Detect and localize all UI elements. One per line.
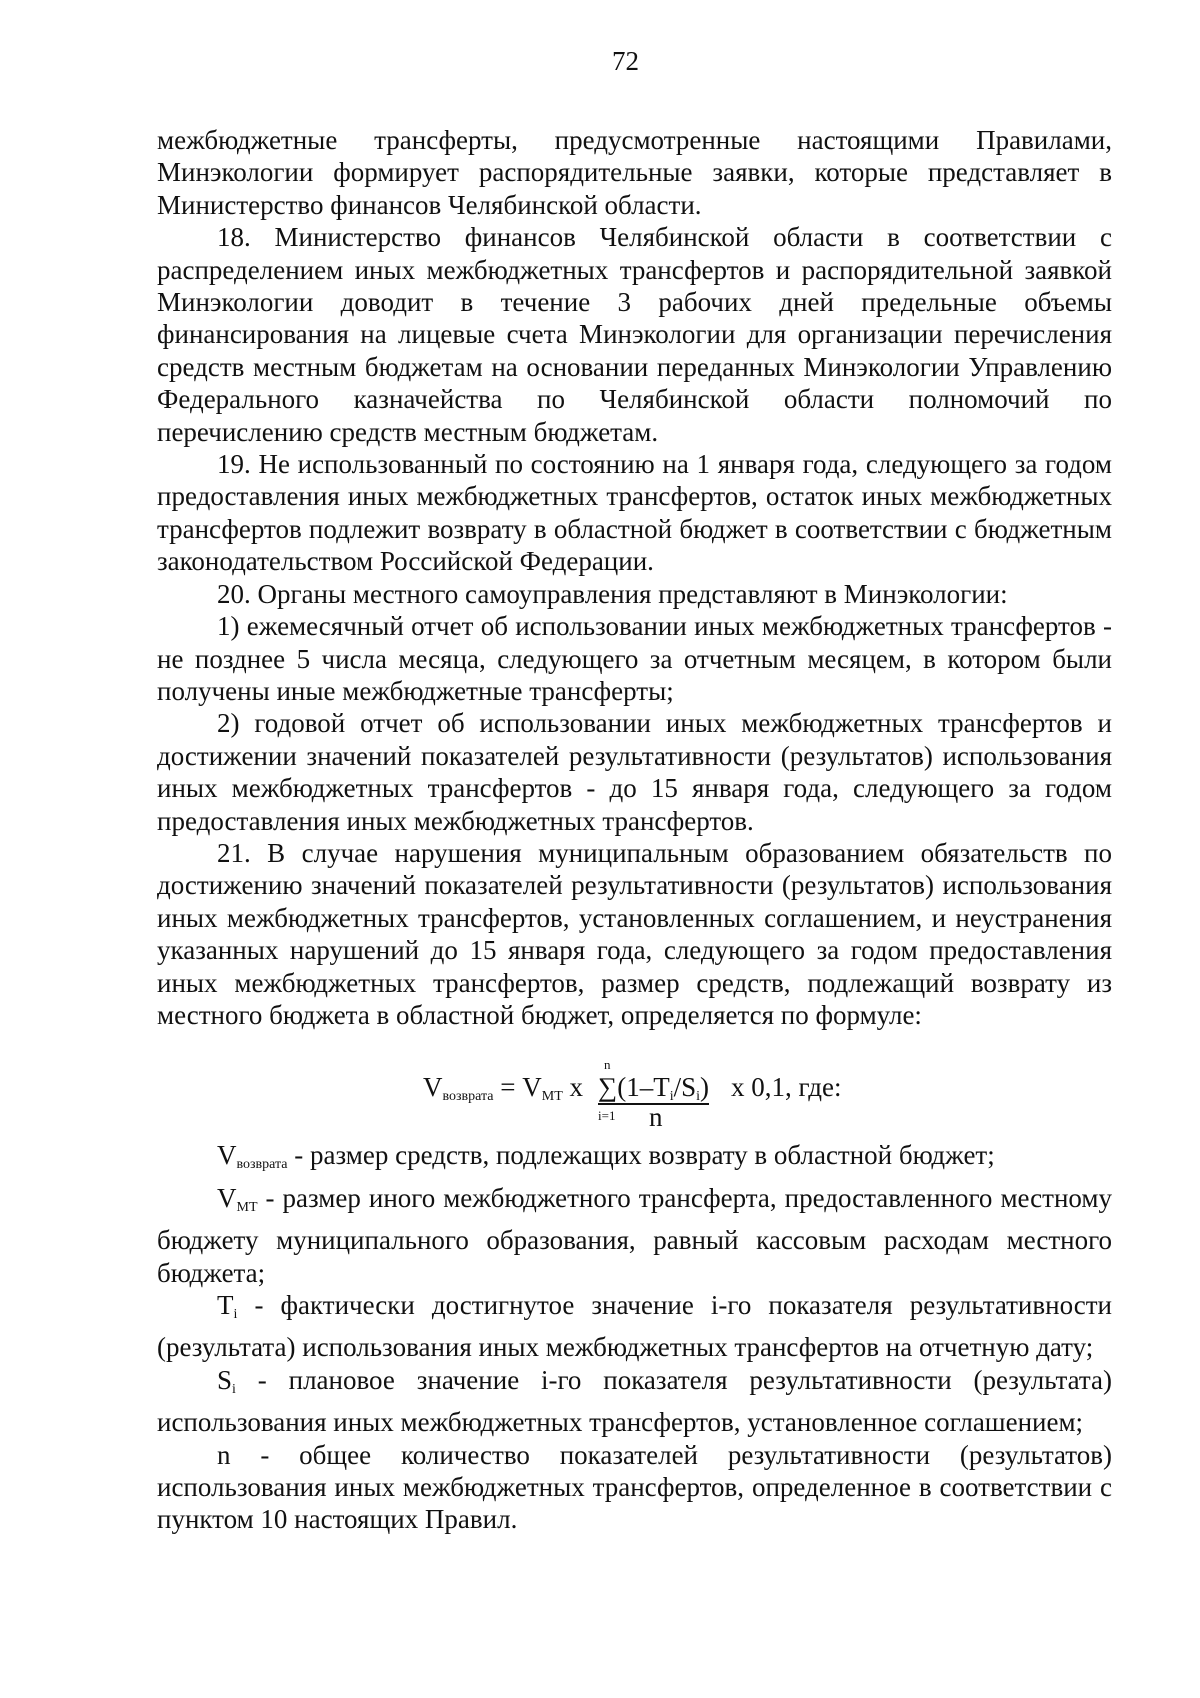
formula-sum-upper-limit: n [604,1057,611,1073]
document-body [157,124,1112,1536]
def-subscript-v-mt: МТ [236,1199,258,1215]
formula-times: x [562,1072,583,1103]
def-subscript-ti: i [233,1307,238,1322]
def-text-v-vozvrata: - размер средств, подлежащих возврату в областной бюджет; [287,1140,995,1171]
formula-close-paren: ) [700,1072,710,1103]
paragraph-20-item-1: 1) ежемесячный отчет об использовании иных межбюджетных трансфертов - не позднее 5 числа месяца, следующего за отчетным месяцем, в котором были получены иные межбюджетные трансферты; [157,611,1112,706]
paragraph-continuation: межбюджетные трансферты, предусмотренные настоящими Правилами, Минэкологии формирует распорядительные заявки, которые представляет в Министерство финансов Челябинской области. [157,125,1112,220]
def-symbol-v-vozvrata: V [217,1140,237,1171]
def-symbol-si: S [217,1364,233,1395]
paragraph-20: 20. Органы местного самоуправления представляют в Минэкологии: [217,578,1008,609]
paragraph-19: 19. Не использованный по состоянию на 1 января года, следующего за годом предоставления иных межбюджетных трансфертов, остаток иных межбюджетных трансфертов подлежит возврату в областной бюджет в соответствии с бюджетным законодательством Российской Федерации. [157,449,1112,577]
def-symbol-ti: T [217,1290,234,1320]
paragraph-18: 18. Министерство финансов Челябинской области в соответствии с распределением иных межбюджетных трансфертов и распорядительной заявкой Минэкологии доводит в течение 3 рабочих дней предельные объемы финансирования на лицевые счета Минэкологии для организации перечисления средств местным бюджетам на основании переданных Минэкологии Управлению Федерального казначейства по Челябинской области полномочий по перечислению средств местным бюджетам. [157,222,1112,447]
formula-slash: /S [673,1072,697,1103]
return-formula [157,1043,1112,1133]
formula-denominator: n [649,1102,663,1133]
formula-sum-expression: ∑(1–T [598,1072,670,1103]
def-text-ti: - фактически достигнутое значение i-го показателя результативности (результата) использования иных межбюджетных трансфертов на отчетную дату; [157,1290,1112,1363]
formula-lhs-symbol: V [423,1072,443,1103]
def-text-n: - общее количество показателей результативности (результатов) использования иных межбюджетных трансфертов, определенное в соответствии с пунктом 10 настоящих Правил. [157,1439,1112,1535]
formula-vmt-symbol: V [522,1072,542,1103]
formula-ti-subscript: i [669,1089,674,1105]
formula-vmt-subscript: МТ [541,1089,563,1105]
def-symbol-v-mt: V [217,1182,237,1213]
formula-tail: x 0,1, где: [731,1072,842,1103]
formula-equals: = [493,1072,523,1103]
def-symbol-n: n [217,1439,231,1470]
paragraph-21: 21. В случае нарушения муниципальным образованием обязательств по достижению значений показателей результативности (результатов) использования иных межбюджетных трансфертов, установленных соглашением, и неустранения указанных нарушений до 15 января года, следующего за годом предоставления иных межбюджетных трансфертов, размер средств, подлежащий возврату из местного бюджета в областной бюджет, определяется по формуле: [157,837,1112,1030]
definition-si [157,1364,1112,1439]
definition-v-mt [157,1182,1112,1289]
def-text-v-mt: - размер иного межбюджетного трансферта, предоставленного местному бюджету муниципального образования, равный кассовым расходам местного бюджета; [157,1182,1112,1288]
paragraph-20-item-2: 2) годовой отчет об использовании иных межбюджетных трансфертов и достижении значений показателей результативности (результатов) использования иных межбюджетных трансфертов - до 15 января года, следующего за годом предоставления иных межбюджетных трансфертов. [157,708,1112,836]
def-subscript-si: i [232,1381,236,1397]
definition-v-vozvrata [157,1139,1112,1181]
definition-n [157,1439,1112,1536]
formula-si-subscript: i [696,1089,701,1105]
def-text-si: - плановое значение i-го показателя результативности (результата) использования иных межбюджетных трансфертов, установленное соглашением; [157,1364,1112,1438]
page-number: 72 [612,46,639,76]
formula-lhs [423,1071,583,1113]
formula-lhs-subscript: возврата [442,1089,494,1105]
def-subscript-v-vozvrata: возврата [236,1157,288,1173]
formula-sum-lower-limit: i=1 [598,1108,616,1124]
definition-ti [157,1289,1112,1364]
